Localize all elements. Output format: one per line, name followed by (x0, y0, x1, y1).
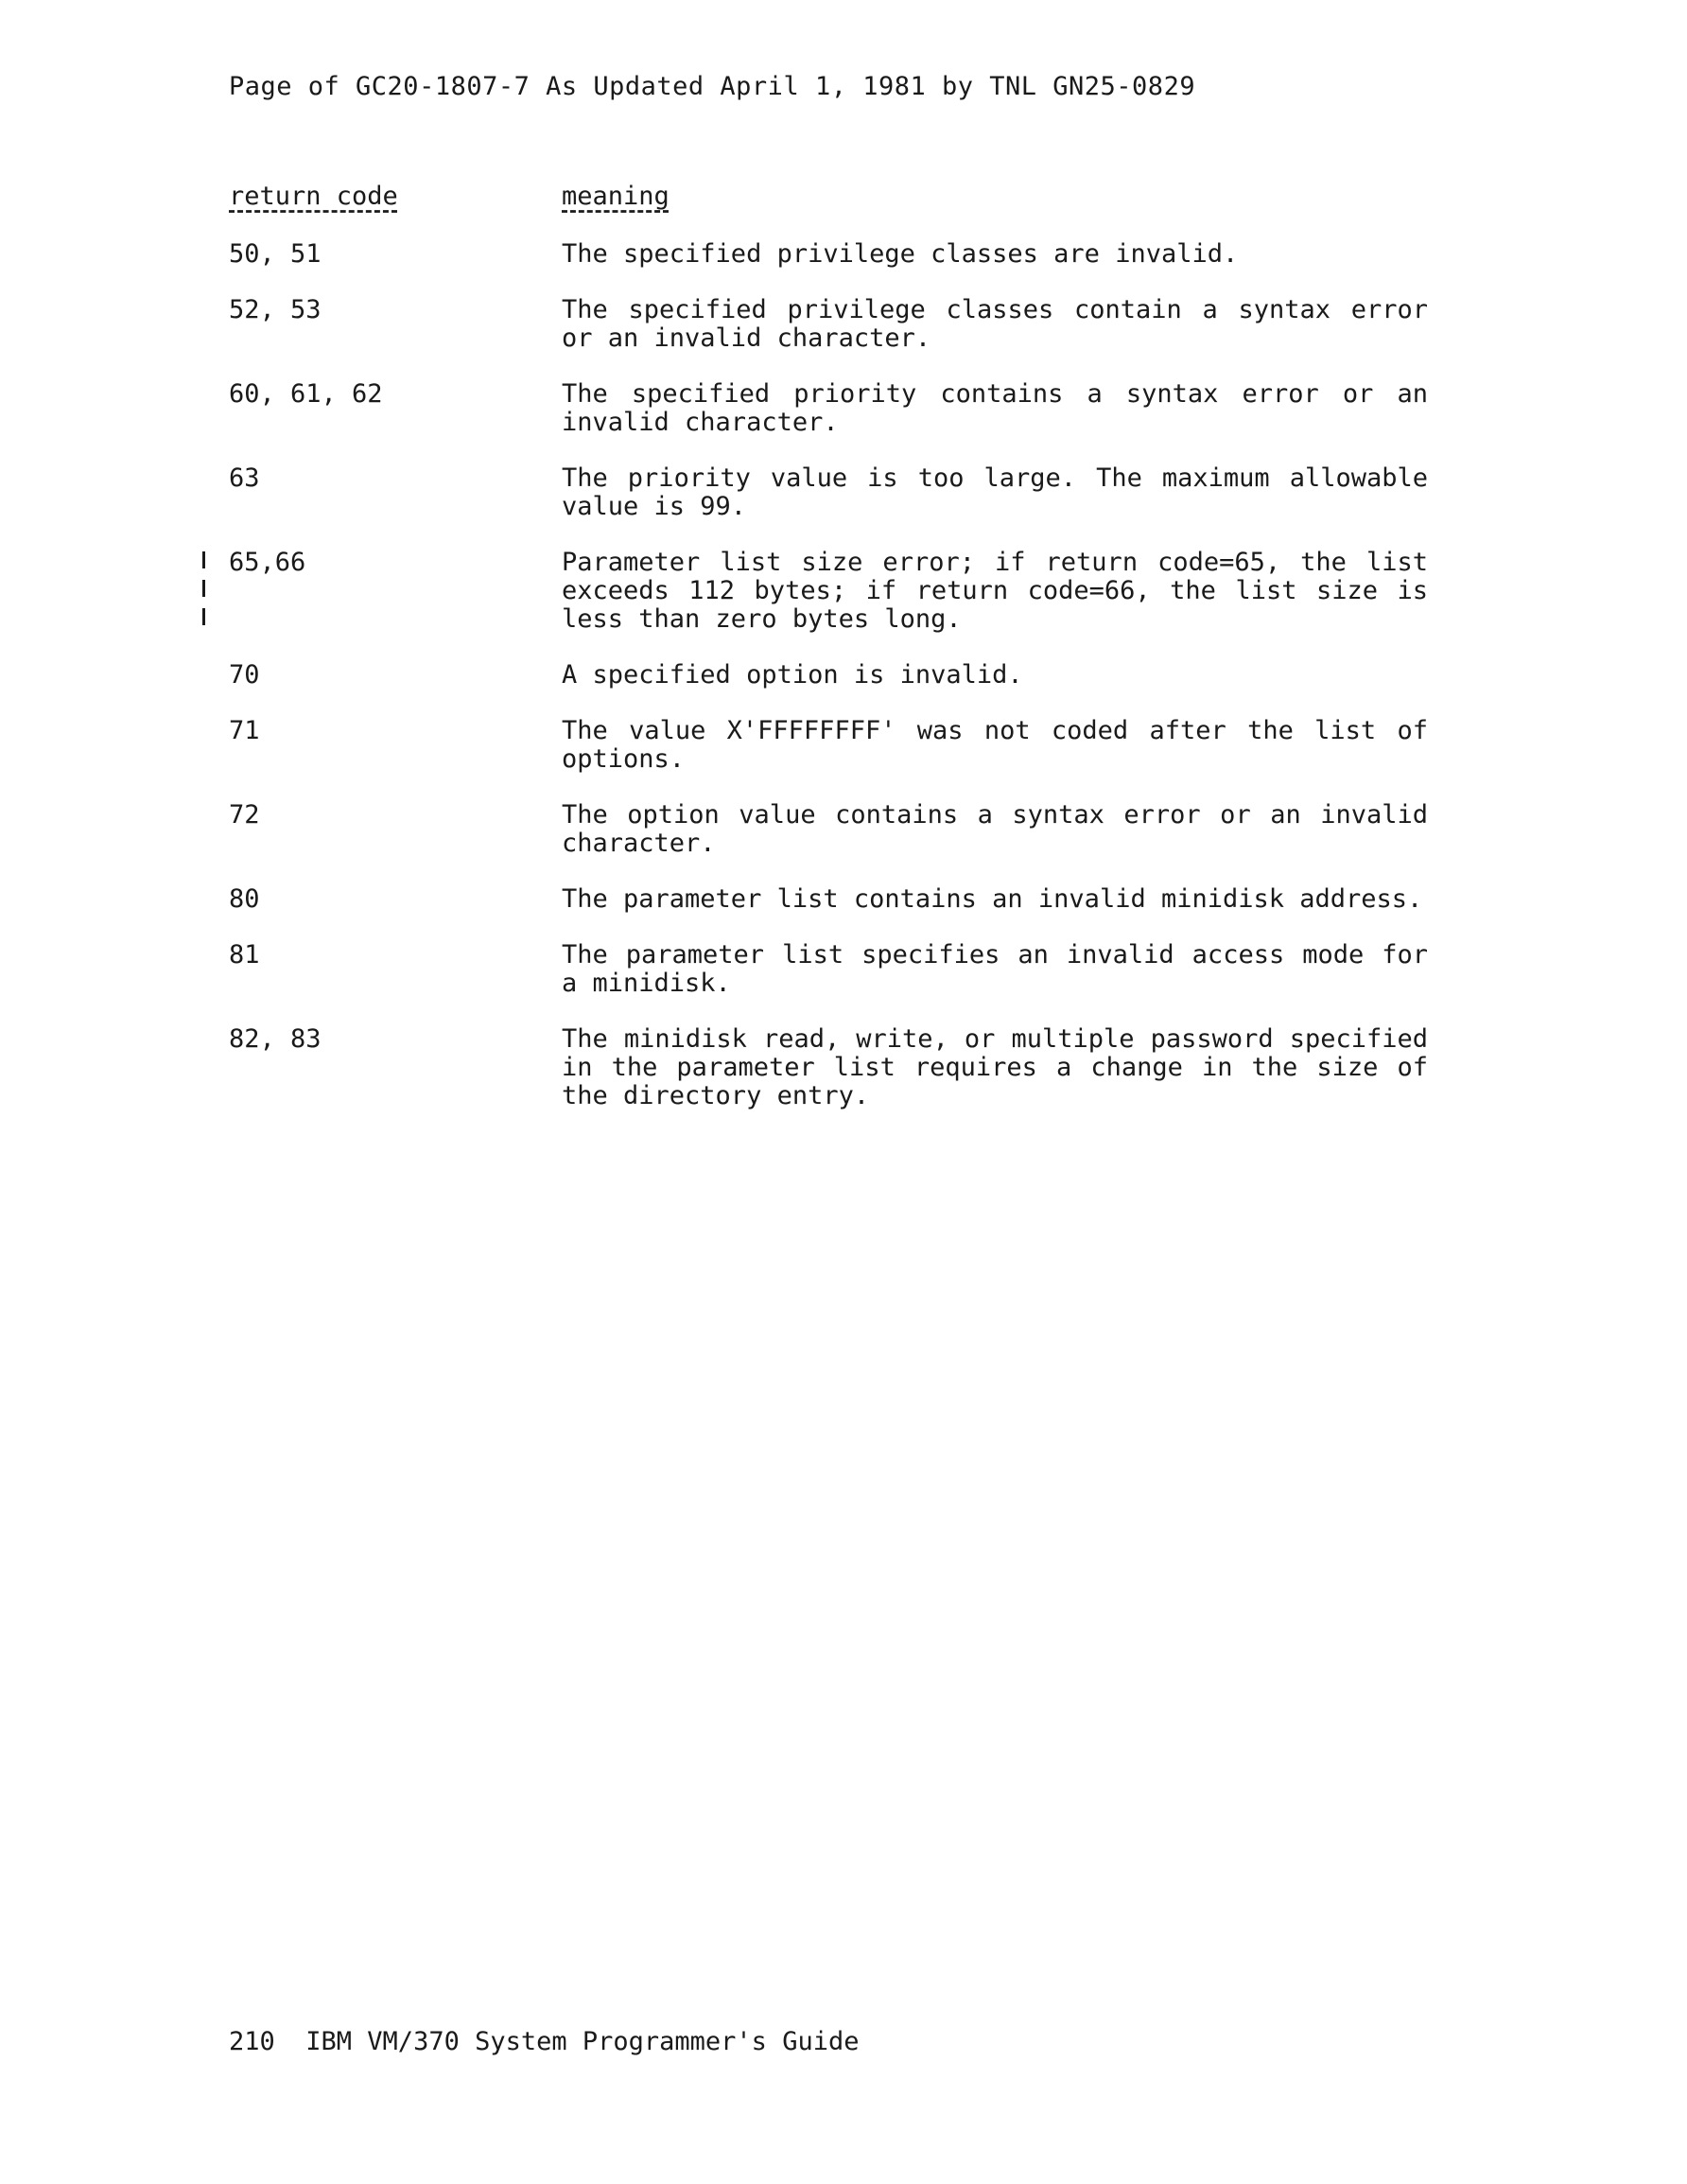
return-code-meaning: The specified privilege classes contain a syntax error or an invalid character. (562, 295, 1428, 353)
return-code: 72 (229, 800, 260, 830)
return-code: 65,66 (229, 548, 306, 577)
table-row (229, 464, 1430, 521)
return-code-table (229, 240, 1430, 1138)
return-code-meaning: The specified priority contains a syntax error or an invalid character. (562, 379, 1428, 437)
return-code-meaning: The specified privilege classes are invalid. (562, 239, 1239, 269)
column-header-meaning: meaning (562, 182, 670, 211)
return-code-meaning: The parameter list specifies an invalid access mode for a minidisk. (562, 940, 1428, 998)
return-code-meaning: The parameter list contains an invalid minidisk address. (562, 884, 1423, 914)
return-code: 70 (229, 660, 260, 690)
return-code: 50, 51 (229, 239, 322, 269)
running-header: Page of GC20-1807-7 As Updated April 1, 1981 by TNL GN25-0829 (229, 72, 1196, 101)
return-code-meaning: Parameter list size error; if return code=65, the list exceeds 112 bytes; if return code=66, the list size is less than zero bytes long. (562, 548, 1428, 634)
table-row (229, 296, 1430, 353)
return-code-meaning: The value X'FFFFFFFF' was not coded after the list of options. (562, 716, 1428, 774)
return-code: 52, 53 (229, 295, 322, 324)
return-code-meaning: A specified option is invalid. (562, 660, 1023, 690)
column-header-return-code: return code (229, 182, 398, 211)
return-code: 60, 61, 62 (229, 379, 383, 409)
return-code: 71 (229, 716, 260, 745)
return-code: 82, 83 (229, 1024, 322, 1054)
table-row (229, 549, 1430, 634)
table-row (229, 380, 1430, 437)
table-row (229, 885, 1430, 914)
table-row (229, 240, 1430, 269)
return-code: 63 (229, 463, 260, 493)
table-row (229, 941, 1430, 998)
return-code-meaning: The priority value is too large. The maximum allowable value is 99. (562, 463, 1428, 521)
table-row (229, 1025, 1430, 1110)
return-code-meaning: The minidisk read, write, or multiple password specified in the parameter list requires a change in the size of the directory entry. (562, 1024, 1428, 1110)
revision-change-bar (202, 551, 205, 631)
table-row (229, 717, 1430, 774)
return-code: 81 (229, 940, 260, 970)
table-row (229, 661, 1430, 690)
page-footer: 210 IBM VM/370 System Programmer's Guide (229, 2027, 860, 2056)
return-code: 80 (229, 884, 260, 914)
table-row (229, 801, 1430, 858)
return-code-meaning: The option value contains a syntax error or an invalid character. (562, 800, 1428, 858)
